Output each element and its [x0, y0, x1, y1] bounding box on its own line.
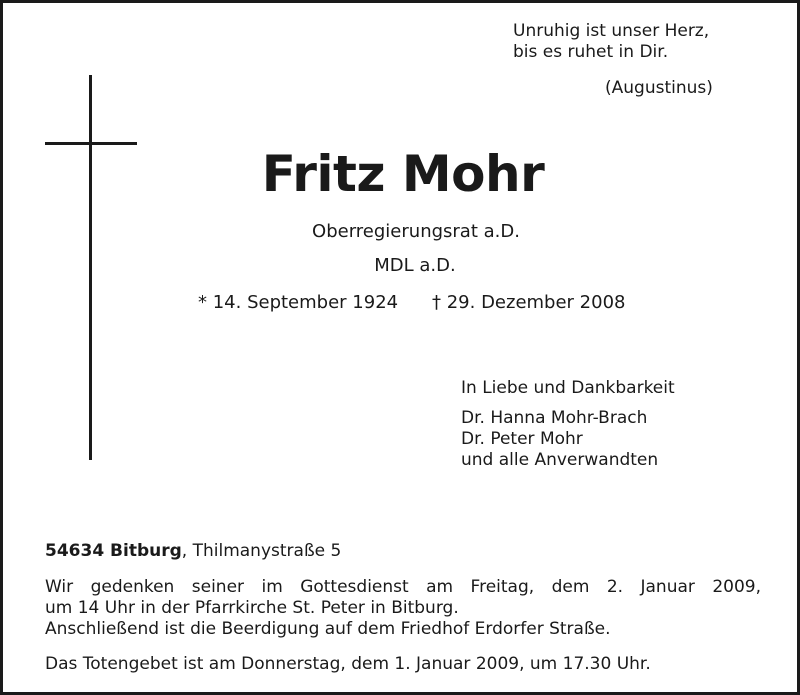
service-line-1: Wir gedenken seiner im Gottesdienst am Freitag, dem 2. Januar 2009,	[45, 577, 761, 597]
quote-line-1: Unruhig ist unser Herz,	[513, 21, 710, 41]
service-line-2: um 14 Uhr in der Pfarrkirche St. Peter in Bitburg.	[45, 598, 459, 618]
deceased-title-1: Oberregierungsrat a.D.	[312, 221, 520, 242]
quote-author: (Augustinus)	[605, 78, 713, 98]
birth-date: * 14. September 1924	[198, 292, 399, 313]
mourner-name: Dr. Peter Mohr	[461, 429, 583, 449]
address	[45, 541, 341, 561]
deceased-name: Fritz Mohr	[261, 145, 545, 203]
mourners-block	[461, 378, 675, 471]
quote	[513, 21, 709, 63]
service-line-3: Anschließend ist die Beerdigung auf dem Friedhof Erdorfer Straße.	[45, 619, 611, 639]
mourners-heading: In Liebe und Dankbarkeit	[461, 378, 675, 398]
mourner-name: Dr. Hanna Mohr-Brach	[461, 408, 648, 428]
address-street: , Thilmanystraße 5	[181, 541, 342, 561]
quote-line-2: bis es ruhet in Dir.	[513, 42, 669, 62]
service-info	[45, 577, 761, 640]
prayer-info: Das Totengebet ist am Donnerstag, dem 1. Januar 2009, um 17.30 Uhr.	[45, 654, 651, 674]
death-date: † 29. Dezember 2008	[432, 292, 626, 313]
mourner-name: und alle Anverwandten	[461, 450, 659, 470]
deceased-title-2: MDL a.D.	[374, 255, 456, 276]
address-postal-city: 54634 Bitburg	[45, 541, 182, 561]
